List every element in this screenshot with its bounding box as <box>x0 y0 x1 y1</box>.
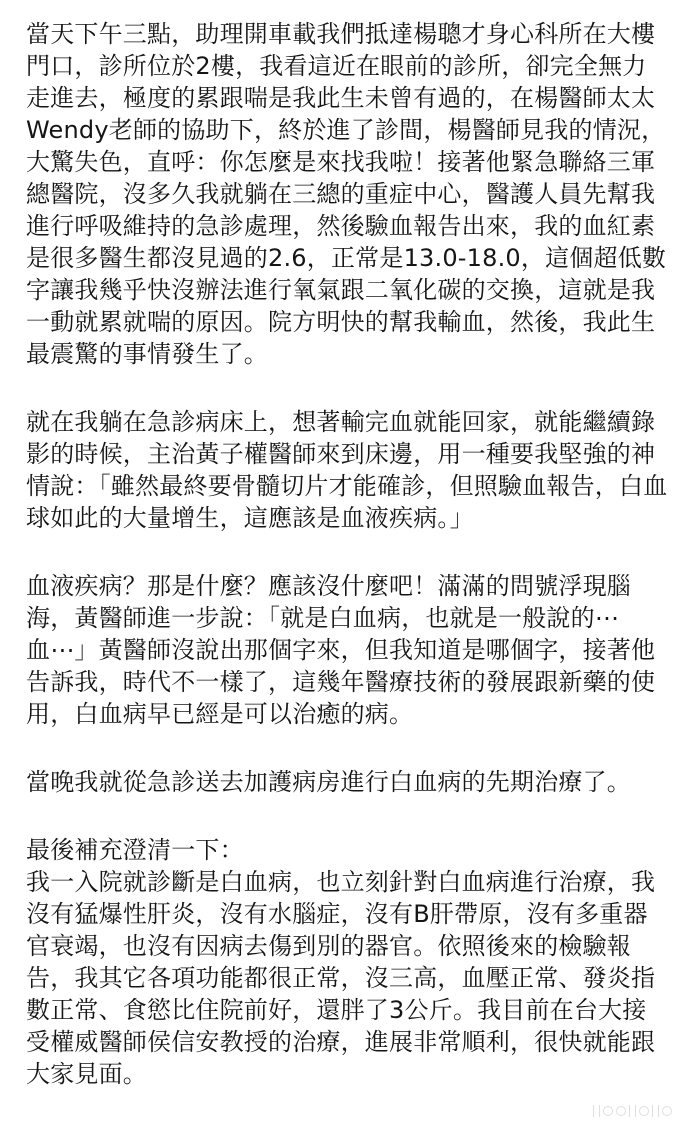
paragraph-gap <box>26 370 670 406</box>
paragraph-6: 我一入院就診斷是白血病，也立刻針對白血病進行治療，我沒有猛爆性肝炎，沒有水腦症，沒有B肝帶原，沒有多重器官衰竭，也沒有因病去傷到別的器官。依照後來的檢驗報告，我其它各項功能都很正常，沒三高，血壓正常、發炎指數正常、食慾比住院前好，還胖了3公斤。我目前在台大接受權威醫師侯信安教授的治療，進展非常順利，很快就能跟大家見面。 <box>26 868 656 1088</box>
paragraph-3: 血液疾病？那是什麼？應該沒什麼吧！滿滿的問號浮現腦海，黃醫師進一步說：「就是白血病，也就是一般說的⋯血⋯」黃醫師沒說出那個字來，但我知道是哪個字，接著他告訴我，時代不一樣了，這幾年醫療技術的發展跟新藥的使用，白血病早已經是可以治癒的病。 <box>26 572 656 728</box>
paragraph-4: 當晚我就從急診送去加護病房進行白血病的先期治療了。 <box>26 768 631 796</box>
watermark-circle-icon <box>603 1106 613 1116</box>
watermark-icon <box>556 1100 672 1122</box>
paragraph-gap <box>26 730 670 766</box>
paragraph-1: 當天下午三點，助理開車載我們抵達楊聰才身心科所在大樓門口，診所位於2樓，我看這近在眼前的診所，卻完全無力走進去，極度的累跟喘是我此生未曾有過的，在楊醫師太太Wendy老師的協助下，終於進了診間，楊醫師見我的情況，大驚失色，直呼：你怎麼是來找我啦！接著他緊急聯絡三軍總醫院，沒多久我就躺在三總的重症中心，醫護人員先幫我進行呼吸維持的急診處理，然後驗血報告出來，我的血紅素是很多醫生都沒見過的2.6，正常是13.0-18.0，這個超低數字讓我幾乎快沒辦法進行氧氣跟二氧化碳的交換，這就是我一動就累就喘的原因。院方明快的幫我輸血，然後，我此生最震驚的事情發生了。 <box>26 20 667 368</box>
watermark-bar-icon <box>629 1105 636 1117</box>
watermark-circle-icon <box>616 1106 626 1116</box>
watermark-circle-icon <box>662 1106 672 1116</box>
document-body <box>26 18 670 1090</box>
paragraph-2: 就在我躺在急診病床上，想著輸完血就能回家，就能繼續錄影的時候，主治黃子權醫師來到床邊，用一種要我堅強的神情說：「雖然最終要骨髓切片才能確診，但照驗血報告，白血球如此的大量增生，這應該是血液疾病。」 <box>26 408 668 532</box>
paragraph-gap <box>26 798 670 834</box>
watermark-circle-icon <box>639 1106 649 1116</box>
paragraph-5: 最後補充澄清一下： <box>26 836 244 864</box>
paragraph-gap <box>26 534 670 570</box>
watermark-bar-icon <box>652 1105 659 1117</box>
watermark-bar-icon <box>593 1105 600 1117</box>
